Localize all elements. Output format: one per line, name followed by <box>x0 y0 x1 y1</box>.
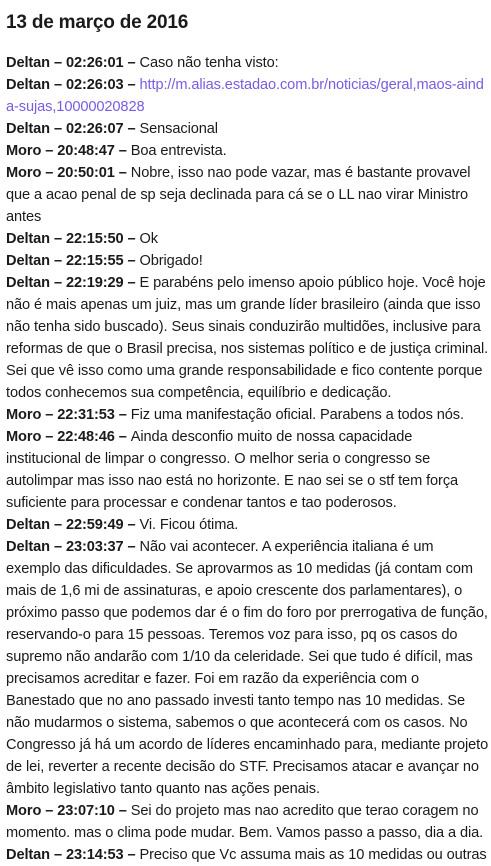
message-text: Fiz uma manifestação oficial. Parabens a todos nós. <box>130 407 464 423</box>
message-link[interactable]: http://m.alias.estadao.com.br/noticias/geral,maos-ainda-sujas,10000020828 <box>6 77 484 115</box>
message-speaker: Moro <box>6 429 42 445</box>
message-speaker: Deltan <box>6 231 51 247</box>
message-speaker: Deltan <box>6 539 51 555</box>
message-line <box>6 426 490 514</box>
message-time: 20:48:47 <box>57 143 115 159</box>
message-line <box>6 74 490 118</box>
message-dash: – <box>114 407 131 423</box>
message-time: 23:03:37 <box>65 539 124 555</box>
message-speaker: Moro <box>6 165 42 181</box>
message-dash: – <box>114 803 131 819</box>
message-time: 02:26:07 <box>65 121 124 137</box>
message-text: Preciso que Vc assuma mais as 10 medidas ou outras <box>139 847 487 863</box>
message-line <box>6 228 490 250</box>
document-page <box>6 0 490 866</box>
message-dash: – <box>123 55 140 71</box>
message-text: Obrigado! <box>139 253 203 269</box>
message-speaker: Deltan <box>6 253 51 269</box>
message-line <box>6 162 490 228</box>
message-text: Sei do projeto mas nao acredito que terao coragem no momento. mas o clima pode mudar. Bem. Vamos passo a passo, dia a dia. <box>6 803 484 841</box>
message-dash: – <box>123 517 140 533</box>
message-dash: – <box>41 429 58 445</box>
message-line <box>6 514 490 536</box>
message-time: 23:07:10 <box>57 803 115 819</box>
message-list <box>6 52 490 866</box>
message-speaker: Moro <box>6 143 42 159</box>
message-dash: – <box>50 847 66 863</box>
message-dash: – <box>41 143 58 159</box>
message-text: Caso não tenha visto: <box>139 55 279 71</box>
message-text: Sensacional <box>139 121 218 137</box>
message-time: 23:14:53 <box>65 847 124 863</box>
message-line <box>6 118 490 140</box>
message-time: 22:15:50 <box>65 231 124 247</box>
message-text: Ok <box>139 231 158 247</box>
message-text: Nobre, isso nao pode vazar, mas é bastante provavel que a acao penal de sp seja declinada para cá se o LL nao virar Ministro antes <box>6 165 471 225</box>
message-line <box>6 536 490 800</box>
message-dash: – <box>123 847 140 863</box>
message-dash: – <box>41 803 58 819</box>
message-dash: – <box>50 77 66 93</box>
message-speaker: Deltan <box>6 517 51 533</box>
message-time: 02:26:03 <box>65 77 124 93</box>
message-speaker: Deltan <box>6 275 51 291</box>
message-dash: – <box>123 539 140 555</box>
message-line <box>6 272 490 404</box>
message-time: 02:26:01 <box>65 55 124 71</box>
message-line <box>6 140 490 162</box>
message-dash: – <box>123 275 140 291</box>
message-dash: – <box>114 429 131 445</box>
message-speaker: Moro <box>6 407 42 423</box>
message-dash: – <box>50 231 66 247</box>
message-dash: – <box>50 253 66 269</box>
message-speaker: Deltan <box>6 55 51 71</box>
message-time: 20:50:01 <box>57 165 115 181</box>
message-dash: – <box>41 165 58 181</box>
message-dash: – <box>41 407 58 423</box>
message-text: Não vai acontecer. A experiência italiana é um exemplo das dificuldades. Se aprovarmos as 10 medidas (já contam com mais de 1,6 mi de assinaturas, e apoio crescente dos parlamentares), o próximo passo que podemos dar é o fim do foro por prerrogativa de função, reservando-o para 15 pessoas. Teremos voz para isso, pq os casos do supremo não andarão com 1/10 da celeridade. Sei que tudo é difícil, mas precisamos acreditar e fazer. Foi em razão da experiência com o Banestado que no ano passado investi tanto tempo nas 10 medidas. Se não mudarmos o sistema, sabemos o que acontecerá com os casos. No Congresso já há um acordo de líderes encaminhado para, mediante projeto de lei, reverter a recente decisão do STF. Precisamos atacar e avançar no âmbito legislativo tanto quanto nas ações penais. <box>6 539 489 797</box>
message-dash: – <box>123 77 140 93</box>
message-text: Vi. Ficou ótima. <box>139 517 239 533</box>
message-dash: – <box>50 275 66 291</box>
message-time: 22:19:29 <box>65 275 124 291</box>
message-text: E parabéns pelo imenso apoio público hoje. Você hoje não é mais apenas um juiz, mas um grande líder brasileiro (ainda que isso não tenha sido buscado). Seus sinais conduzirão multidões, inclusive para reformas de que o Brasil precisa, nos sistemas político e de justiça criminal. Sei que vê isso como uma grande responsabilidade e fico contente porque todos conhecemos sua competência, equilíbrio e dedicação. <box>6 275 489 401</box>
message-time: 22:59:49 <box>65 517 124 533</box>
message-text: Boa entrevista. <box>130 143 227 159</box>
message-dash: – <box>123 253 140 269</box>
message-line <box>6 52 490 74</box>
message-speaker: Deltan <box>6 847 51 863</box>
message-dash: – <box>114 143 131 159</box>
message-text: Ainda desconfio muito de nossa capacidade institucional de limpar o congresso. O melhor seria o congresso se autolimpar mas isso nao está no horizonte. E nao sei se o stf tem força suficiente para processar e condenar tantos e tao poderosos. <box>6 429 459 511</box>
message-time: 22:31:53 <box>57 407 115 423</box>
message-dash: – <box>123 121 140 137</box>
message-line <box>6 844 490 866</box>
message-speaker: Deltan <box>6 77 51 93</box>
message-time: 22:48:46 <box>57 429 115 445</box>
message-dash: – <box>114 165 131 181</box>
message-dash: – <box>50 55 66 71</box>
message-line <box>6 404 490 426</box>
message-speaker: Deltan <box>6 121 51 137</box>
message-dash: – <box>50 517 66 533</box>
message-line <box>6 250 490 272</box>
message-dash: – <box>50 539 66 555</box>
date-heading: 13 de março de 2016 <box>6 12 189 33</box>
message-speaker: Moro <box>6 803 42 819</box>
message-time: 22:15:55 <box>65 253 124 269</box>
message-dash: – <box>50 121 66 137</box>
message-dash: – <box>123 231 140 247</box>
message-line <box>6 800 490 844</box>
